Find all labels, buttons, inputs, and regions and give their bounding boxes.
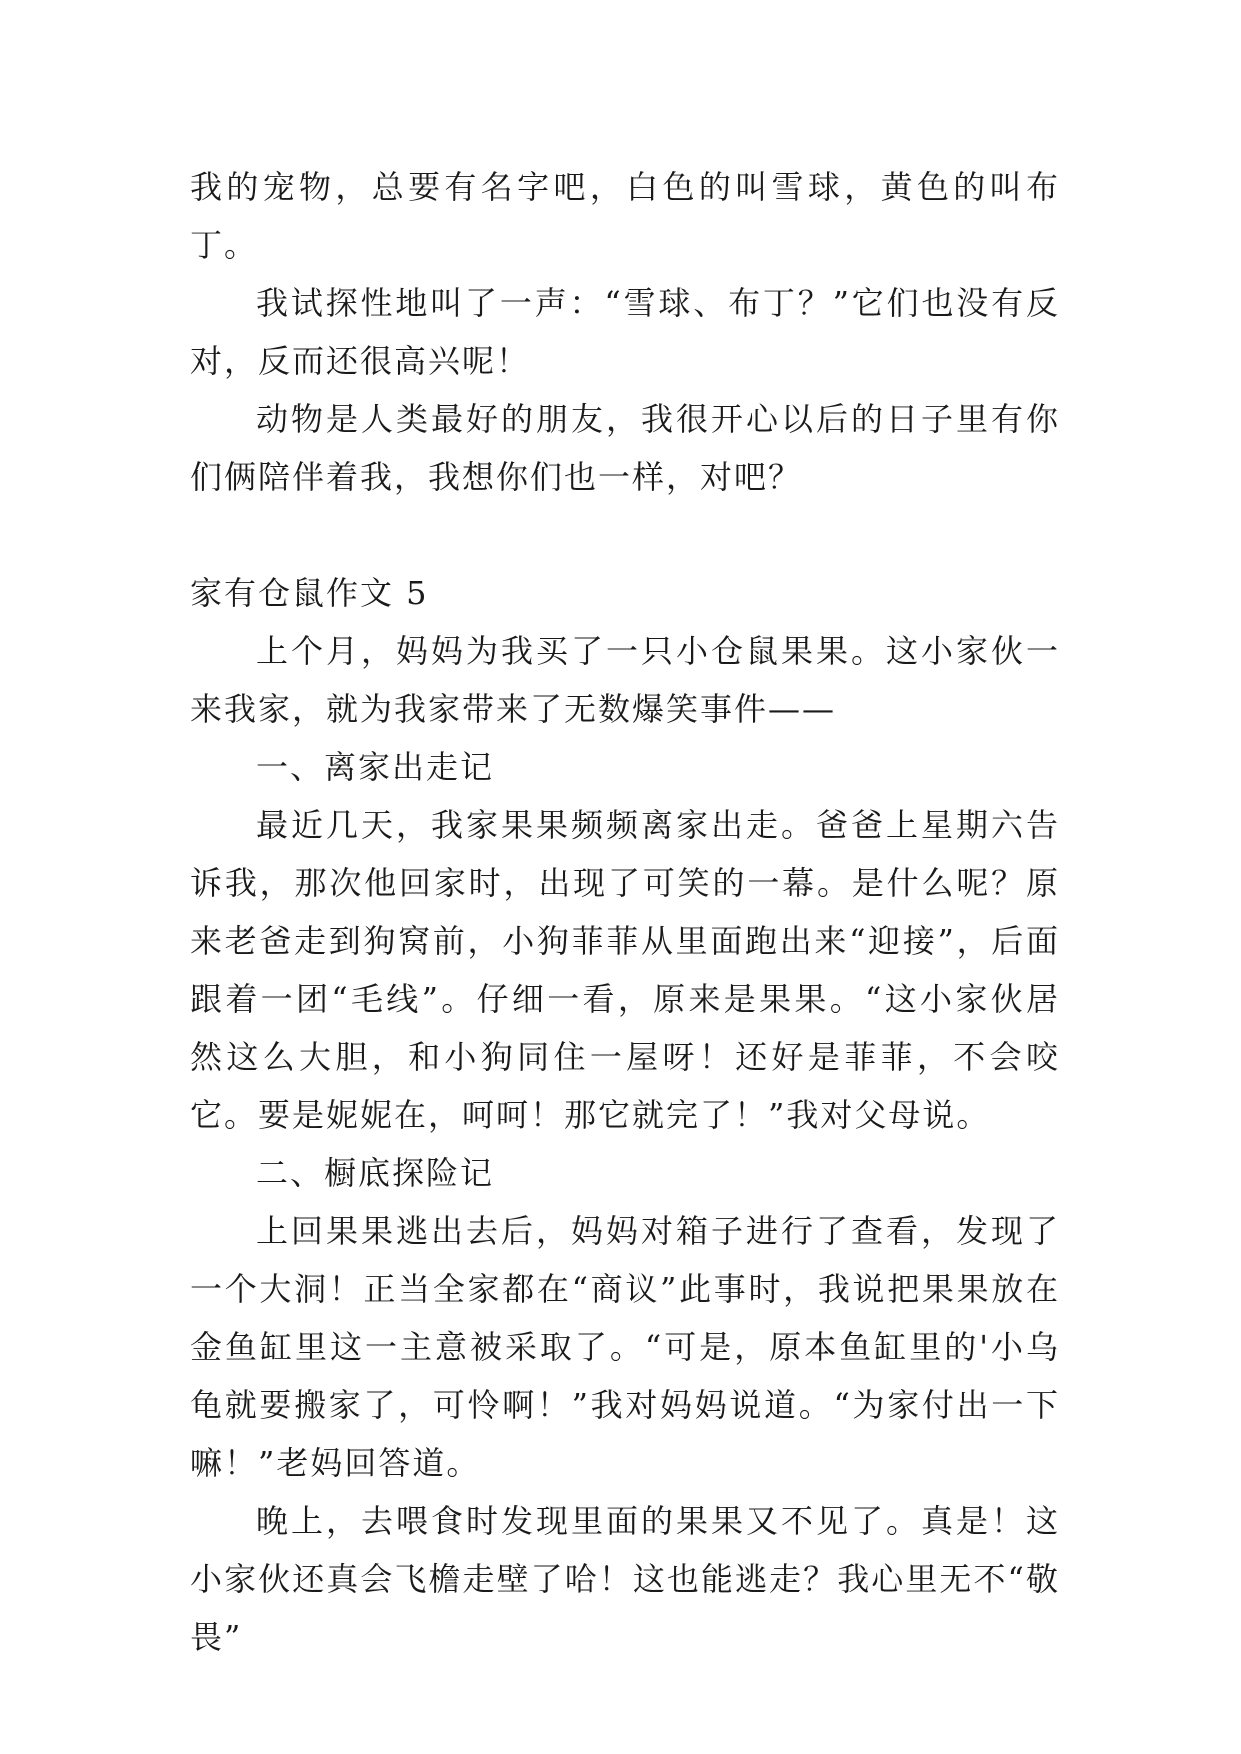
paragraph-section-2b: 晚上，去喂食时发现里面的果果又不见了。真是！这小家伙还真会飞檐走壁了哈！这也能逃走？我心里无不“敬畏” — [190, 1502, 1060, 1656]
paragraph-pet-names: 我的宠物，总要有名字吧，白色的叫雪球，黄色的叫布丁。 — [190, 168, 1060, 264]
essay-title: 家有仓鼠作文 5 — [190, 574, 429, 612]
section-title-1: 一、离家出走记 — [256, 748, 495, 786]
paragraph-call-names: 我试探性地叫了一声：“雪球、布丁？”它们也没有反对，反而还很高兴呢！ — [190, 284, 1060, 380]
document-body — [190, 158, 1060, 1666]
section-title-2: 二、橱底探险记 — [256, 1154, 495, 1192]
paragraph-section-2a: 上回果果逃出去后，妈妈对箱子进行了查看，发现了一个大洞！正当全家都在“商议”此事时，我说把果果放在金鱼缸里这一主意被采取了。“可是，原本鱼缸里的'小乌龟就要搬家了，可怜啊！”我对妈妈说道。“为家付出一下嘛！”老妈回答道。 — [190, 1212, 1060, 1482]
paragraph-friends: 动物是人类最好的朋友，我很开心以后的日子里有你们俩陪伴着我，我想你们也一样，对吧？ — [190, 400, 1060, 496]
paragraph-section-1: 最近几天，我家果果频频离家出走。爸爸上星期六告诉我，那次他回家时，出现了可笑的一幕。是什么呢？原来老爸走到狗窝前，小狗菲菲从里面跑出来“迎接”，后面跟着一团“毛线”。仔细一看，原来是果果。“这小家伙居然这么大胆，和小狗同住一屋呀！还好是菲菲，不会咬它。要是妮妮在，呵呵！那它就完了！”我对父母说。 — [190, 806, 1060, 1134]
paragraph-intro: 上个月，妈妈为我买了一只小仓鼠果果。这小家伙一来我家，就为我家带来了无数爆笑事件—— — [190, 632, 1060, 728]
